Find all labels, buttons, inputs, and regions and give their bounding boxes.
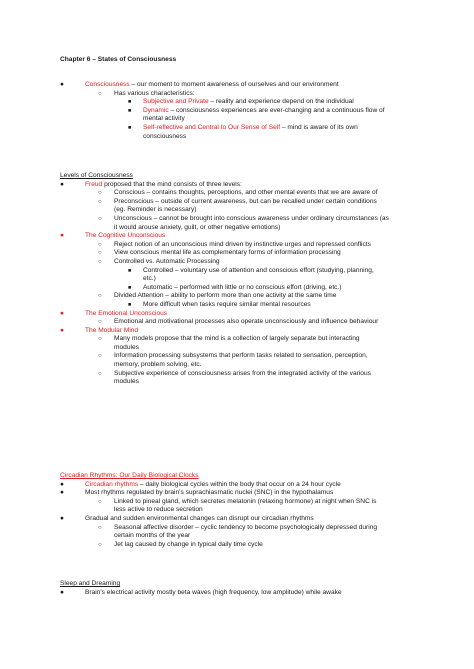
bullet-square-icon: ■ bbox=[128, 99, 132, 106]
list-item: Emotional and motivational processes also operate unconsciously and influence behaviour bbox=[114, 318, 379, 326]
bullet-circle-icon: ○ bbox=[98, 370, 102, 377]
list-item: Information processing subsystems that perform tasks related to sensation, perception, bbox=[114, 352, 368, 360]
circadian-section bbox=[0, 472, 474, 549]
term-circadian-rhythms: Circadian rhythms bbox=[85, 480, 139, 488]
term-subjective: Subjective and Private bbox=[143, 98, 209, 106]
bullet-circle-icon: ○ bbox=[98, 198, 102, 205]
section-heading: Circadian Rhythms: Our Daily Biological Clocks bbox=[60, 472, 199, 479]
bullet-circle-icon: ○ bbox=[98, 190, 102, 197]
continuation-text: modules bbox=[114, 343, 139, 351]
list-item: Gradual and sudden environmental changes can disrupt our circadian rhythms bbox=[85, 514, 314, 522]
subsection-heading: The Modular Mind bbox=[85, 326, 139, 334]
bullet-dot-icon: ● bbox=[60, 480, 64, 488]
list-item: Automatic – performed with little or no conscious effort (driving, etc.) bbox=[143, 283, 342, 291]
bullet-dot-icon: ● bbox=[60, 489, 64, 497]
consciousness-section bbox=[0, 81, 474, 141]
list-item: Unconscious – cannot be brought into conscious awareness under ordinary circumstances (as bbox=[114, 214, 389, 222]
list-item: Has various characteristics: bbox=[114, 89, 195, 97]
continuation-text: mental activity bbox=[143, 115, 185, 123]
term-dynamic: Dynamic bbox=[143, 106, 169, 114]
definition-text: proposed that the mind consists of three levels: bbox=[102, 180, 242, 188]
section-heading: Sleep and Dreaming bbox=[60, 580, 121, 587]
list-item: Reject notion of an unconscious mind driven by instinctive urges and repressed conflicts bbox=[114, 240, 371, 248]
bullet-dot-icon: ● bbox=[60, 326, 64, 334]
bullet-circle-icon: ○ bbox=[98, 524, 102, 531]
term-freud: Freud bbox=[85, 180, 103, 188]
bullet-circle-icon: ○ bbox=[98, 258, 102, 265]
list-item: Jet lag caused by change in typical daily time cycle bbox=[114, 540, 263, 548]
list-item: Brain's electrical activity mostly beta waves (high frequency, low amplitude) while awake bbox=[85, 588, 342, 596]
levels-section bbox=[0, 172, 474, 387]
subsection-heading: The Emotional Unconscious bbox=[85, 309, 168, 317]
bullet-square-icon: ■ bbox=[128, 284, 132, 291]
continuation-text: consciousness bbox=[143, 132, 187, 140]
sleep-section bbox=[0, 580, 474, 597]
bullet-dot-icon: ● bbox=[60, 588, 64, 596]
list-item bbox=[85, 181, 426, 190]
definition-text: – reality and experience depend on the individual bbox=[208, 98, 354, 106]
continuation-text: modules bbox=[114, 378, 139, 386]
list-item bbox=[143, 98, 426, 107]
list-item bbox=[143, 107, 426, 116]
page-title: Chapter 6 – States of Consciousness bbox=[60, 56, 177, 63]
list-item: Conscious – contains thoughts, perceptions, and other mental events that we are aware of bbox=[114, 189, 378, 197]
bullet-square-icon: ■ bbox=[128, 301, 132, 308]
list-item: Linked to pineal gland, which secretes melatonin (relaxing hormone) at night when SNC is bbox=[114, 497, 377, 505]
bullet-circle-icon: ○ bbox=[98, 293, 102, 300]
list-item: Divided Attention – ability to perform more than one activity at the same time bbox=[114, 292, 337, 300]
bullet-circle-icon: ○ bbox=[98, 241, 102, 248]
definition-text: – mind is aware of its own bbox=[280, 123, 358, 131]
definition-text: – our moment to moment awareness of ourselves and our environment bbox=[129, 81, 339, 88]
continuation-text: less active to reduce secretion bbox=[114, 506, 203, 514]
list-item: Seasonal affective disorder – cyclic tendency to become psychologically depressed during bbox=[114, 523, 378, 531]
bullet-circle-icon: ○ bbox=[98, 90, 102, 97]
section-heading: Levels of Consciousness bbox=[60, 172, 133, 179]
list-item bbox=[143, 124, 426, 133]
bullet-dot-icon: ● bbox=[60, 81, 64, 88]
bullet-dot-icon: ● bbox=[60, 514, 64, 522]
term-self-reflective: Self-reflective and Central to Our Sense of Self bbox=[143, 123, 281, 131]
list-item: More difficult when tasks require similar mental resources bbox=[143, 300, 311, 308]
continuation-text: it would arouse anxiety, guilt, or other negative emotions) bbox=[114, 223, 281, 231]
bullet-dot-icon: ● bbox=[60, 180, 64, 188]
list-item: Many models propose that the mind is a collection of largely separate but interacting bbox=[114, 335, 360, 343]
bullet-dot-icon: ● bbox=[60, 232, 64, 240]
subsection-heading: The Cognitive Unconscious bbox=[85, 232, 166, 240]
bullet-circle-icon: ○ bbox=[98, 250, 102, 257]
continuation-text: memory, problem solving, etc. bbox=[114, 361, 202, 369]
list-item: Preconscious – outside of current awareness, but can be recalled under certain conditions bbox=[114, 197, 377, 205]
bullet-square-icon: ■ bbox=[128, 124, 132, 131]
bullet-circle-icon: ○ bbox=[98, 353, 102, 360]
list-item: Most rhythms regulated by brain's suprachiasmatic nuclei (SNC) in the hypothalamus bbox=[85, 489, 334, 497]
term-consciousness: Consciousness bbox=[85, 81, 130, 88]
bullet-square-icon: ■ bbox=[128, 107, 132, 114]
list-item: View conscious mental life as complementary forms of information processing bbox=[114, 249, 341, 257]
chapter-title-block bbox=[0, 56, 474, 65]
bullet-square-icon: ■ bbox=[128, 267, 132, 274]
continuation-text: etc.) bbox=[143, 275, 156, 283]
list-item bbox=[85, 481, 426, 490]
bullet-circle-icon: ○ bbox=[98, 498, 102, 505]
continuation-text: (eg. Reminder is necessary) bbox=[114, 206, 197, 214]
list-item bbox=[85, 81, 426, 90]
list-item: Subjective experience of consciousness arises from the integrated activity of the various bbox=[114, 369, 371, 377]
bullet-circle-icon: ○ bbox=[98, 319, 102, 326]
bullet-dot-icon: ● bbox=[60, 309, 64, 317]
continuation-text: certain months of the year bbox=[114, 532, 191, 540]
bullet-circle-icon: ○ bbox=[98, 541, 102, 548]
definition-text: – consciousness experiences are ever-changing and a continuous flow of bbox=[168, 106, 385, 114]
definition-text: – daily biological cycles within the body that occur on a 24 hour cycle bbox=[138, 480, 341, 488]
bullet-circle-icon: ○ bbox=[98, 336, 102, 343]
list-item: Controlled – voluntary use of attention and conscious effort (studying, planning, bbox=[143, 266, 374, 274]
list-item: Controlled vs. Automatic Processing bbox=[114, 257, 220, 265]
bullet-circle-icon: ○ bbox=[98, 215, 102, 222]
